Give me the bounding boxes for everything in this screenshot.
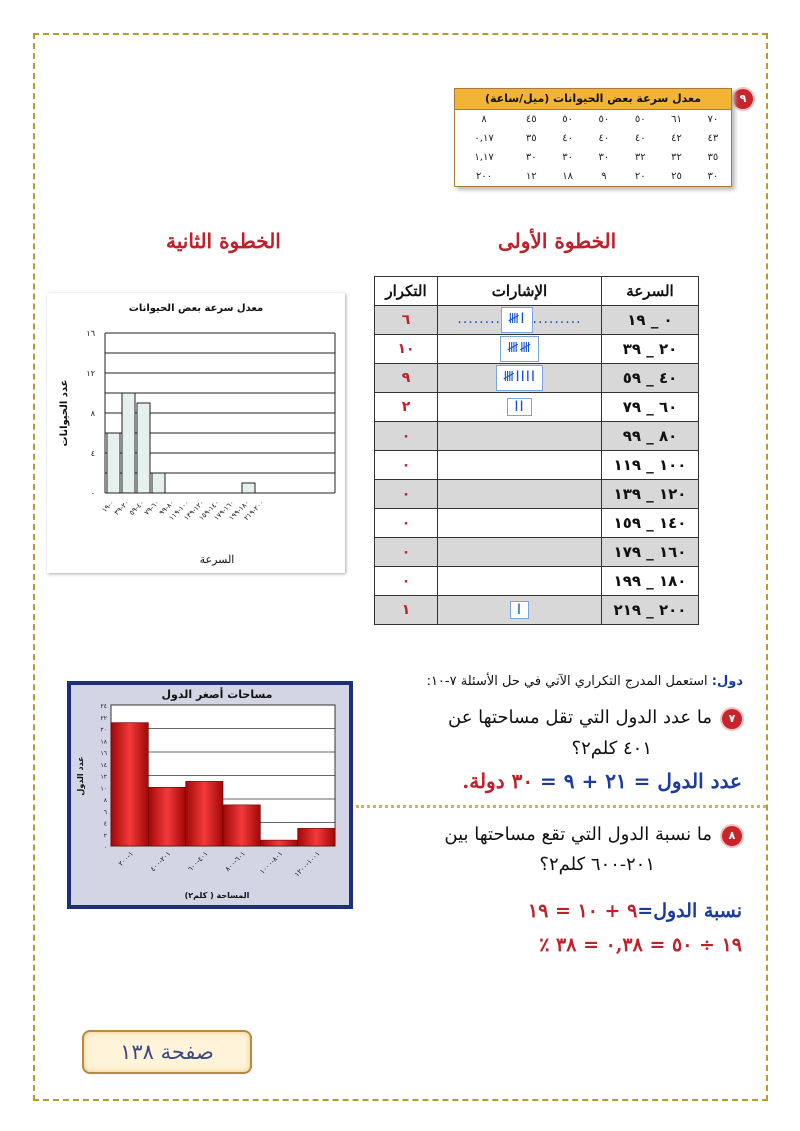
tally-cell [438, 422, 602, 451]
data-table-cell: ٦١ [671, 114, 682, 125]
speed-range-cell: ١٢٠ _ ١٣٩ [602, 480, 699, 509]
frequency-table-row [375, 596, 699, 625]
x-tick-label: ٦٠-٧٩ [142, 498, 161, 517]
x-tick-label: ٠-١٩ [100, 498, 116, 515]
y-tick-label: ١٨ [100, 738, 107, 746]
x-tick-label: ٨٠١-١٠٠٠ [258, 849, 285, 876]
page-number: صفحة ١٣٨ [82, 1030, 252, 1074]
x-tick-label: ٤٠١-٦٠٠ [186, 849, 210, 874]
x-tick-label: ١٨٠-١٩٩ [227, 498, 251, 523]
tally-marks: 𝍸IIII [496, 365, 543, 391]
histogram-bar [137, 403, 150, 493]
frequency-cell: ٢ [375, 393, 438, 422]
y-tick-label: ٢٤ [100, 703, 107, 710]
frequency-table-row [375, 567, 699, 596]
frequency-table-row [375, 509, 699, 538]
frequency-cell: ٠ [375, 422, 438, 451]
frequency-table [374, 276, 699, 625]
data-table-cell: ٤٠ [598, 133, 610, 144]
step2-heading: الخطوة الثانية [166, 229, 281, 253]
chart-title: معدل سرعة بعض الحيوانات [128, 303, 264, 314]
speed-range-cell: ١٦٠ _ ١٧٩ [602, 538, 699, 567]
data-table-row [455, 129, 731, 148]
data-table-cell: ٧٠ [707, 114, 719, 125]
data-table-cell: ٢٥ [671, 171, 682, 182]
histogram-bar [148, 787, 185, 846]
data-table-cell: ٣٥ [525, 133, 537, 144]
frequency-cell: ٠ [375, 538, 438, 567]
question-8-line2: ٢٠١-٦٠٠ كلم٢؟ [539, 854, 655, 875]
frequency-cell: ٠ [375, 509, 438, 538]
instructions-label: دول: [711, 674, 743, 689]
dotted-line: ......... [532, 311, 582, 327]
header-tally: الإشارات [438, 277, 602, 306]
x-tick-label: ١٤٠-١٥٩ [197, 498, 221, 523]
data-table-cell: ٤٥ [525, 114, 537, 125]
data-table-cell: ٣٥ [707, 152, 719, 163]
data-table-cell: ٣٠ [707, 171, 719, 182]
frequency-cell: ٠ [375, 480, 438, 509]
x-tick-label: ٨٠-٩٩ [157, 498, 176, 517]
speed-range-cell: ٢٠٠ _ ٢١٩ [602, 596, 699, 625]
frequency-table-row [375, 480, 699, 509]
header-speed: السرعة [602, 277, 699, 306]
frequency-cell: ٩ [375, 364, 438, 393]
tally-cell [438, 538, 602, 567]
data-table-cell: ٤٠ [634, 133, 646, 144]
histogram-bar [186, 781, 223, 846]
question-9-number: ٩ [733, 89, 753, 109]
speed-range-cell: ١٨٠ _ ١٩٩ [602, 567, 699, 596]
animal-speed-histogram-svg [47, 293, 345, 573]
y-tick-label: ٨ [103, 797, 107, 804]
q7-answer-label: عدد الدول = ٢١ + ٩ = [533, 769, 742, 793]
data-table-cell: ٣٠ [562, 152, 573, 163]
speed-range-cell: ٨٠ _ ٩٩ [602, 422, 699, 451]
data-table-title: معدل سرعة بعض الحيوانات (ميل/ساعة) [455, 89, 731, 110]
y-tick-label: ٠ [103, 844, 107, 851]
animal-speed-data-table [454, 88, 732, 187]
x-tick-label: ٢٠١-٤٠٠ [149, 849, 173, 874]
data-table-cell: ٣٠ [598, 152, 610, 163]
x-tick-label: ٦٠١-٨٠٠ [223, 849, 248, 874]
y-tick-label: ٦ [103, 808, 107, 816]
data-table-cell: ١,١٧ [474, 152, 494, 163]
country-area-histogram [67, 681, 353, 909]
question-7-answer [322, 769, 742, 793]
y-tick-label: ٠ [90, 489, 95, 498]
histogram-bar [298, 828, 335, 846]
frequency-cell: ٠ [375, 567, 438, 596]
y-tick-label: ١٤ [100, 761, 107, 769]
histogram-bar [260, 840, 297, 846]
frequency-table-row [375, 451, 699, 480]
q8-answer-line1-value: ٩ + ١٠ = ١٩ [527, 900, 638, 922]
data-table-cell: ٢٠ [634, 171, 646, 182]
y-tick-label: ١٢ [86, 369, 95, 378]
question-8-number: ٨ [722, 826, 742, 846]
data-table-cell: ١٨ [562, 171, 573, 182]
data-table-cell: ١٢ [525, 171, 537, 182]
histogram-bar [242, 483, 255, 493]
frequency-table-row [375, 393, 699, 422]
x-tick-label: ١٠٠-١١٩ [167, 498, 191, 523]
tally-cell [438, 393, 602, 422]
question-8-line1: ما نسبة الدول التي تقع مساحتها بين [444, 824, 712, 845]
frequency-table-row [375, 364, 699, 393]
data-table-cell: ٥٠ [634, 114, 646, 125]
animal-speed-histogram [47, 293, 345, 573]
x-tick-label: ١٢٠-١٣٩ [182, 498, 206, 523]
y-tick-label: ٢٢ [100, 714, 107, 722]
data-table-cell: ٥٠ [562, 114, 573, 125]
frequency-table-row [375, 306, 699, 335]
tally-cell [438, 509, 602, 538]
data-table-cell: ٤٠ [562, 133, 573, 144]
tally-cell [438, 480, 602, 509]
instructions-text: استعمل المدرج التكراري الآتي في حل الأسئلة ٧-١٠: [426, 674, 708, 689]
x-tick-label: ١٦٠-١٧٩ [212, 498, 236, 523]
data-table-cell: ٠,١٧ [474, 133, 494, 144]
data-table-cell: ٩ [601, 171, 607, 182]
speed-range-cell: ١٠٠ _ ١١٩ [602, 451, 699, 480]
speed-range-cell: ٢٠ _ ٣٩ [602, 335, 699, 364]
speed-range-cell: ٦٠ _ ٧٩ [602, 393, 699, 422]
frequency-cell: ٠ [375, 451, 438, 480]
x-tick-label: ٢٠-٣٩ [112, 498, 131, 517]
data-table-cell: ٤٣ [707, 133, 719, 144]
frequency-cell: ٦ [375, 306, 438, 335]
tally-cell [438, 335, 602, 364]
question-8-answer-line2: ١٩ ÷ ٥٠ = ٠,٣٨ = ٣٨ ٪ [539, 934, 742, 956]
y-tick-label: ١٦ [86, 329, 95, 338]
y-tick-label: ٢ [103, 832, 107, 840]
tally-cell [438, 306, 602, 335]
step1-heading: الخطوة الأولى [498, 229, 617, 253]
data-table-cell: ٢٠٠ [476, 171, 493, 182]
q7-answer-value: ٣٠ دولة. [462, 769, 534, 793]
dotted-line: ........ [457, 311, 501, 327]
frequency-table-row [375, 335, 699, 364]
data-table-cell: ٨ [481, 114, 487, 125]
y-tick-label: ٤ [90, 449, 95, 458]
tally-cell [438, 596, 602, 625]
y-axis-label: عدد الدول [76, 756, 85, 796]
tally-cell [438, 364, 602, 393]
y-tick-label: ١٠ [100, 785, 107, 793]
y-tick-label: ٨ [90, 409, 95, 418]
data-table-row [455, 110, 731, 129]
frequency-table-row [375, 422, 699, 451]
question-8-answer-line1 [442, 900, 742, 922]
frequency-table-header [375, 277, 699, 306]
speed-range-cell: ١٤٠ _ ١٥٩ [602, 509, 699, 538]
frequency-cell: ١٠ [375, 335, 438, 364]
tally-marks: 𝍸I [501, 307, 533, 333]
histogram-bar [223, 805, 260, 846]
histogram-bar [111, 723, 148, 846]
speed-range-cell: ٤٠ _ ٥٩ [602, 364, 699, 393]
x-tick-label: ١٠٠١-١٢٠٠ [293, 849, 322, 879]
x-axis-label: المساحة ( كلم٢) [184, 891, 250, 900]
y-tick-label: ١٢ [100, 773, 107, 781]
country-area-histogram-svg [67, 681, 353, 909]
question-7-number: ٧ [722, 709, 742, 729]
data-table-row [455, 148, 731, 167]
separator [356, 805, 766, 808]
data-table-cell: ٣٠ [525, 152, 537, 163]
x-tick-label: ٤٠-٥٩ [127, 498, 146, 517]
histogram-bar [122, 393, 135, 493]
y-tick-label: ٤ [103, 820, 107, 828]
speed-range-cell: ٠ _ ١٩ [602, 306, 699, 335]
frequency-table-row [375, 538, 699, 567]
y-tick-label: ٢٠ [100, 726, 107, 734]
question-7-line2: ٤٠١ كلم٢؟ [571, 738, 652, 759]
data-table-cell: ٤٢ [671, 133, 682, 144]
tally-cell [438, 451, 602, 480]
tally-marks: I [510, 601, 529, 619]
x-axis-label: السرعة [199, 553, 235, 566]
data-table-cell: ٣٢ [671, 152, 682, 163]
question-7-line1: ما عدد الدول التي تقل مساحتها عن [448, 707, 712, 728]
data-table-cell: ٣٢ [634, 152, 646, 163]
y-axis-label: عدد الحيوانات [59, 379, 70, 447]
x-tick-label: ١-٢٠٠ [116, 849, 136, 868]
tally-cell [438, 567, 602, 596]
tally-marks: 𝍸𝍸 [500, 336, 539, 362]
frequency-cell: ١ [375, 596, 438, 625]
q8-answer-label: نسبة الدول= [637, 900, 742, 922]
header-frequency: التكرار [375, 277, 438, 306]
tally-marks: II [507, 398, 531, 416]
instructions [323, 674, 743, 689]
data-table-cell: ٥٠ [598, 114, 610, 125]
histogram-bar [107, 433, 120, 493]
data-table-row [455, 167, 731, 186]
y-tick-label: ١٦ [100, 750, 107, 757]
histogram-bar [152, 473, 165, 493]
x-tick-label: ٢٠٠-٢١٩ [242, 498, 266, 523]
chart-title: مساحات أصغر الدول [161, 688, 273, 701]
